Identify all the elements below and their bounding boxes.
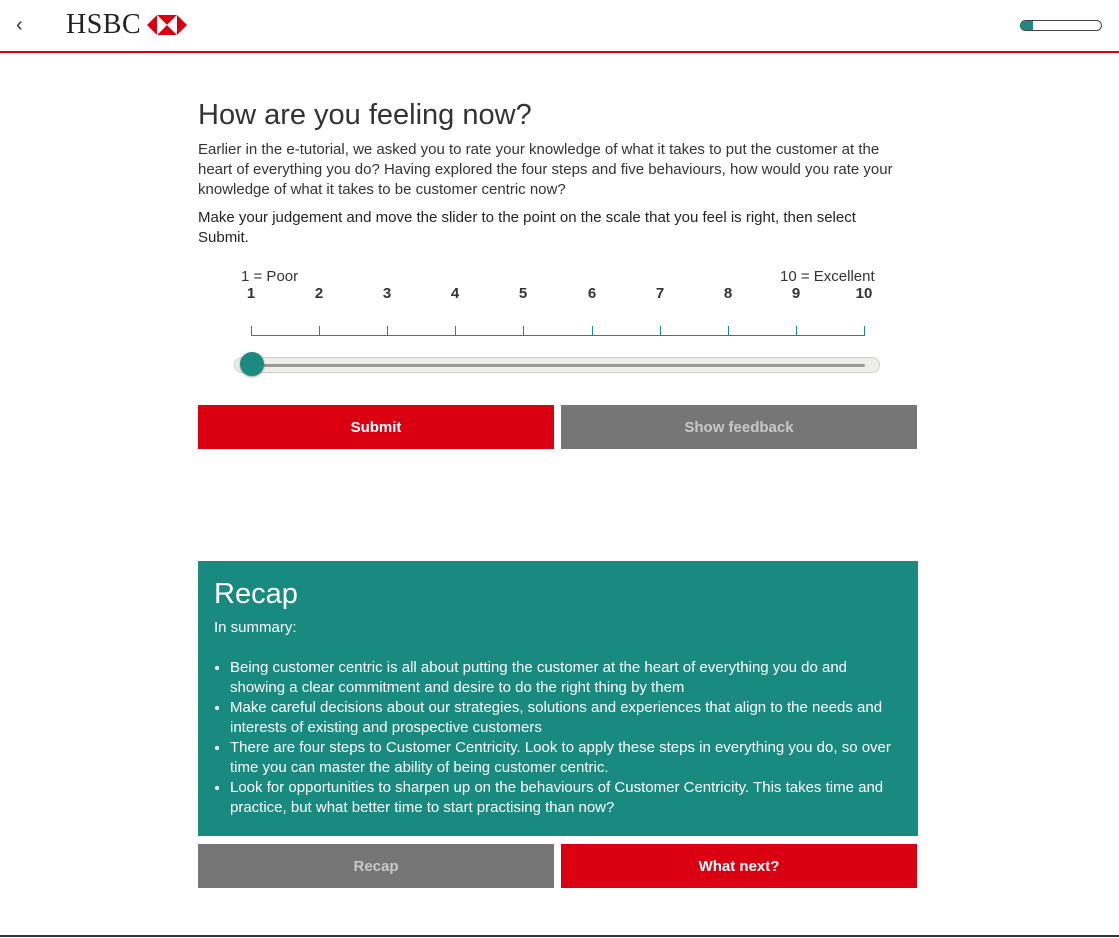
scale-tick-number: 8	[723, 285, 733, 302]
scale-tick-number: 5	[518, 285, 528, 302]
scale-tick-mark	[864, 326, 865, 336]
progress-fill	[1021, 21, 1033, 30]
footer-divider	[0, 935, 1119, 937]
recap-item: • Look for opportunities to sharpen up on the behaviours of Customer Centricity. This takes time and practice, but what better time to start practising than now?	[230, 778, 902, 818]
scale-axis-line	[251, 335, 864, 336]
rating-slider-thumb[interactable]	[240, 352, 264, 376]
recap-title: Recap	[214, 578, 298, 610]
logo-text: HSBC	[66, 9, 142, 40]
scale-tick-number: 3	[382, 285, 392, 302]
hsbc-logo	[66, 10, 187, 40]
scale-tick-number: 4	[450, 285, 460, 302]
show-feedback-button[interactable]: Show feedback	[561, 405, 917, 449]
recap-panel	[198, 561, 918, 836]
back-chevron-icon[interactable]: ‹	[16, 14, 23, 36]
scale-tick-number: 6	[587, 285, 597, 302]
hsbc-hexagon-icon	[147, 15, 187, 35]
what-next-button[interactable]: What next?	[561, 844, 917, 888]
recap-item: • There are four steps to Customer Centricity. Look to apply these steps in everything you do, so over time you can master the ability of being customer centric.	[230, 738, 902, 778]
scale-tick-number: 9	[791, 285, 801, 302]
scale-tick-number: 1	[246, 285, 256, 302]
question-section	[198, 96, 918, 248]
recap-button[interactable]: Recap	[198, 844, 554, 888]
intro-text: Earlier in the e-tutorial, we asked you to rate your knowledge of what it takes to put the customer at the heart of everything you do? Having explored the four steps and five behaviours, how would you rate your knowledge of what it takes to be customer centric now?	[198, 141, 893, 198]
recap-summary: In summary:	[214, 619, 297, 636]
scale-tick-number: 10	[855, 285, 873, 302]
instruction-text: Make your judgement and move the slider to the point on the scale that you feel is right, then select Submit.	[198, 209, 856, 246]
recap-item: • Being customer centric is all about putting the customer at the heart of everything you do and showing a clear commitment and desire to do the right thing by them	[230, 658, 902, 698]
progress-bar	[1020, 20, 1102, 31]
top-bar	[0, 0, 1119, 53]
rating-slider-track[interactable]	[234, 357, 880, 373]
scale-tick-number: 2	[314, 285, 324, 302]
scale-tick-number: 7	[655, 285, 665, 302]
recap-list	[214, 658, 902, 818]
page-title: How are you feeling now?	[198, 99, 532, 131]
scale-min-label: 1 = Poor	[241, 268, 299, 285]
slider-rail	[245, 364, 865, 367]
submit-button[interactable]: Submit	[198, 405, 554, 449]
scale-max-label: 10 = Excellent	[780, 268, 875, 285]
recap-item: • Make careful decisions about our strategies, solutions and experiences that align to the needs and interests of existing and prospective customers	[230, 698, 902, 738]
